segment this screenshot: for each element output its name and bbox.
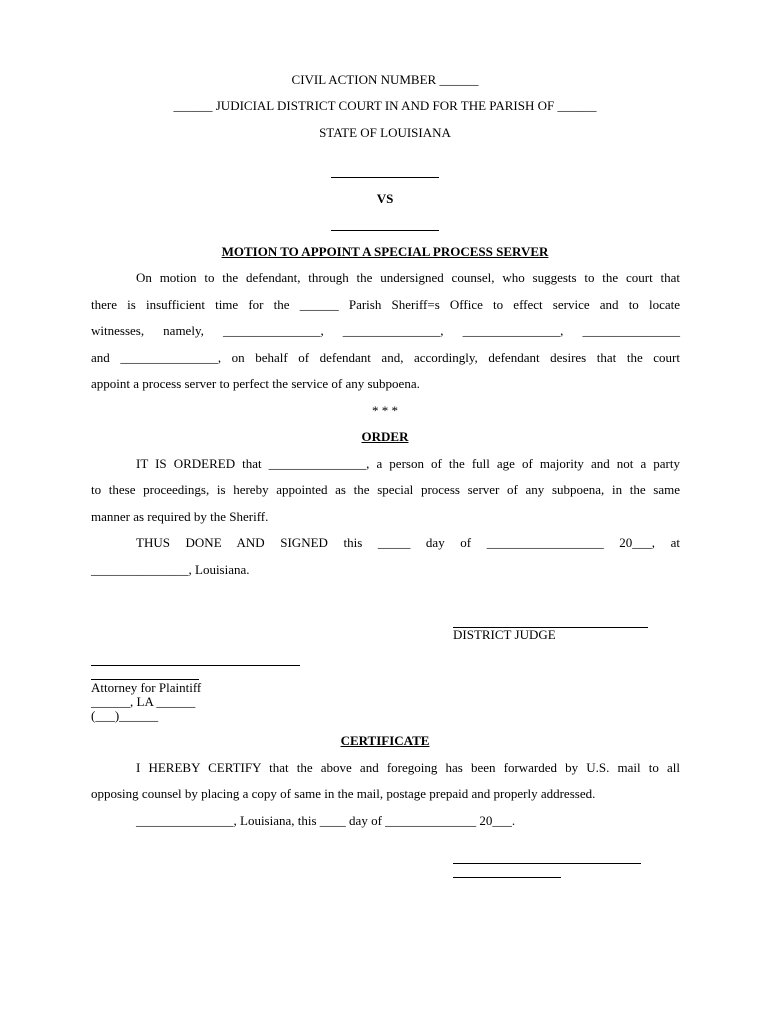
versus-label: VS — [376, 191, 394, 206]
certifier-signature-line — [453, 863, 641, 864]
attorney-city-line: ______, LA ______ — [91, 694, 196, 709]
certifier-name-line — [453, 877, 561, 878]
certificate-line-2: opposing counsel by placing a copy of same in the mail, postage prepaid and properly addressed. — [91, 786, 596, 801]
defendant-blank-line — [331, 230, 439, 231]
civil-action-number: CIVIL ACTION NUMBER ______ — [291, 72, 479, 87]
order-line-2: to these proceedings, is hereby appointed as the special process server of any subpoena, in the same — [91, 482, 680, 497]
section-separator: * * * — [372, 403, 398, 418]
certificate-title: CERTIFICATE — [340, 733, 430, 748]
court-line: ______ JUDICIAL DISTRICT COURT IN AND FOR THE PARISH OF ______ — [173, 98, 597, 113]
certificate-line-1: I HEREBY CERTIFY that the above and foregoing has been forwarded by U.S. mail to all — [136, 760, 680, 775]
motion-line-4: and _______________, on behalf of defendant and, accordingly, defendant desires that the court — [91, 350, 680, 365]
order-title: ORDER — [361, 429, 409, 444]
motion-line-5: appoint a process server to perfect the service of any subpoena. — [91, 376, 420, 391]
order-line-1: IT IS ORDERED that _______________, a person of the full age of majority and not a party — [136, 456, 680, 471]
attorney-phone-line: (___)______ — [91, 708, 159, 723]
order-line-5: _______________, Louisiana. — [91, 562, 250, 577]
state-line: STATE OF LOUISIANA — [319, 125, 451, 140]
motion-line-2: there is insufficient time for the ______ Parish Sheriff=s Office to effect service and to locate — [91, 297, 680, 312]
motion-line-3: witnesses, namely, _______________, _______________, _______________, _______________ — [91, 323, 680, 338]
certificate-line-3: _______________, Louisiana, this ____ day of ______________ 20___. — [136, 813, 516, 828]
attorney-label: Attorney for Plaintiff — [91, 680, 202, 695]
motion-title: MOTION TO APPOINT A SPECIAL PROCESS SERVER — [221, 244, 549, 259]
order-line-3: manner as required by the Sheriff. — [91, 509, 269, 524]
attorney-signature-line — [91, 665, 300, 666]
motion-line-1: On motion to the defendant, through the undersigned counsel, who suggests to the court that — [136, 270, 680, 285]
plaintiff-blank-line — [331, 177, 439, 178]
district-judge-label: DISTRICT JUDGE — [453, 627, 556, 642]
order-line-4: THUS DONE AND SIGNED this _____ day of __________________ 20___, at — [136, 535, 680, 550]
